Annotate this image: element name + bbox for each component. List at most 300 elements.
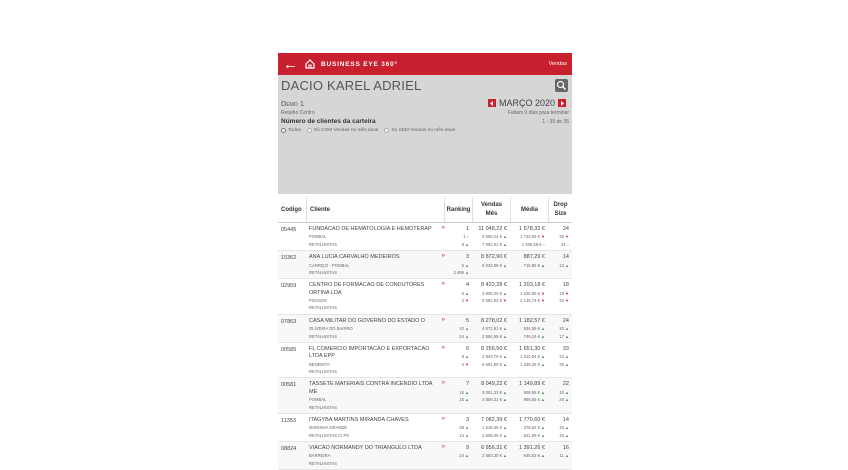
drop-size-value: [551, 297, 569, 304]
ranking: [441, 444, 472, 467]
drop-size-value: [551, 353, 569, 360]
vendas-mes-value: [475, 233, 507, 240]
col-drop-size[interactable]: [548, 197, 572, 222]
media-text: 1 226,55 €: [520, 290, 540, 296]
filter-label: Só COM Vendas no mês atual: [313, 128, 379, 133]
media-value: [513, 361, 545, 368]
region-label: Retalho Centro: [281, 110, 315, 116]
media-text: 645,83 €: [523, 453, 540, 459]
client-name-line: VIACAO NORMANDY DO TRIANGULO LTDA: [309, 445, 422, 452]
media-text: 1 210,94 €: [520, 354, 540, 360]
ranking-value: [447, 318, 469, 325]
client-cell: [306, 381, 444, 411]
trend-up-icon: ▲: [539, 453, 545, 459]
ranking-value: [447, 241, 469, 248]
vendas-link[interactable]: Vendas: [548, 61, 567, 67]
drop-size-text: 20: [559, 326, 564, 332]
flag-mark-icon: »: [441, 444, 445, 451]
table-row[interactable]: [278, 279, 572, 315]
col-cliente[interactable]: Cliente: [306, 197, 444, 222]
drop-size-value: [551, 262, 569, 269]
vendas-mes-text: 5 032,68 €: [482, 262, 502, 268]
vendas-mes-text: 6 956,31 €: [481, 445, 507, 452]
radio-icon: [307, 128, 312, 133]
ranking-value: [447, 262, 469, 269]
ranking-value: [447, 346, 469, 353]
client-subinfo: BARREIRA: [309, 453, 331, 459]
trend-down-icon: ▼: [463, 361, 469, 367]
vendas-mes-value: [475, 333, 507, 340]
table-row[interactable]: [278, 378, 572, 414]
media-text: 1 149,89 €: [519, 381, 545, 388]
drop-size-value: [551, 226, 569, 233]
trend-up-icon: ▲: [501, 234, 507, 240]
client-cell: [306, 417, 444, 439]
drop-size-value: [551, 282, 569, 289]
flag-mark-icon: »: [441, 281, 445, 288]
media-value: [513, 396, 545, 403]
filter-label: Todos: [288, 128, 301, 133]
trend-up-icon: ▲: [563, 389, 569, 395]
media-value: [513, 318, 545, 325]
media-value: [513, 233, 545, 240]
vendas-mes-text: 4 672,81 €: [482, 326, 502, 332]
vendas-mes-text: 4 906,20 €: [482, 290, 502, 296]
trend-equal-icon: =: [565, 241, 569, 247]
col-codigo[interactable]: Codigo: [281, 206, 302, 213]
ranking-text: 39: [459, 425, 464, 431]
vendas-mes-value: [475, 417, 507, 424]
drop-size-value: [551, 233, 569, 240]
ranking-text: 16: [459, 397, 464, 403]
client-name-line: ITAGYBA MARTINS MIRANDA CHAVES: [309, 416, 409, 423]
drop-size: [548, 445, 572, 467]
drop-size-text: 24: [562, 317, 569, 324]
trend-up-icon: ▲: [539, 326, 545, 332]
media-value: [513, 381, 545, 388]
vendas-mes: [472, 381, 510, 411]
ranking-value: [447, 297, 469, 304]
media-value: [513, 424, 545, 431]
client-name-line: CASA MILITAR DO GOVERNO DO ESTADO D: [309, 317, 425, 324]
trend-up-icon: ▲: [501, 333, 507, 339]
trend-up-icon: ▲: [539, 397, 545, 403]
ranking-value: [447, 424, 469, 431]
media-text: 1 651,30 €: [519, 345, 545, 352]
vendas-mes-value: [475, 396, 507, 403]
vendas-mes-value: [475, 282, 507, 289]
trend-up-icon: ▲: [501, 432, 507, 438]
trend-up-icon: ▲: [463, 389, 469, 395]
trend-up-icon: ▲: [463, 241, 469, 247]
flag-mark-icon: »: [441, 415, 445, 422]
table-row[interactable]: [278, 315, 572, 343]
ranking-text: 14: [459, 432, 464, 438]
client-subinfo: POMBAL: [309, 397, 327, 403]
drop-size-value: [551, 417, 569, 424]
client-code: 00585: [281, 346, 297, 353]
filter-todos[interactable]: [281, 128, 301, 133]
vendas-mes-text: 7 082,39 €: [481, 416, 507, 423]
ranking: [441, 225, 472, 248]
trend-up-icon: ▲: [539, 432, 545, 438]
media: [510, 226, 548, 248]
vendas-mes-value: [475, 424, 507, 431]
media-value: [513, 389, 545, 396]
ranking-text: 2: [461, 297, 464, 303]
media-text: 1 338,36 €: [520, 361, 540, 367]
table-row[interactable]: [278, 414, 572, 442]
drop-size: [548, 282, 572, 312]
vendas-mes-value: [475, 290, 507, 297]
brand-title: BUSINESS EYE 360°: [321, 60, 398, 68]
trend-down-icon: ▼: [463, 297, 469, 303]
vendas-mes-value: [475, 318, 507, 325]
section-title: Número de clientes da carteira: [281, 118, 376, 125]
trend-up-icon: ▲: [463, 453, 469, 459]
client-code: 08824: [281, 446, 297, 453]
filter-com-vendas[interactable]: [307, 128, 379, 133]
trend-up-icon: ▲: [463, 262, 469, 268]
col-vendas-line1: Vendas: [480, 202, 502, 209]
drop-size: [548, 346, 572, 376]
flag-mark-icon: »: [441, 344, 445, 351]
ranking-text: 4: [461, 361, 464, 367]
drop-size-text: 24: [560, 241, 566, 247]
drop-size-value: [551, 346, 569, 353]
vendas-mes-text: 8 256,50 €: [481, 345, 507, 352]
trend-down-icon: ▼: [501, 297, 507, 303]
trend-up-icon: ▲: [563, 432, 569, 438]
search-button[interactable]: [555, 79, 568, 92]
client-subinfo: POUSOS: [309, 298, 327, 304]
ranking-text: 3: [465, 416, 469, 423]
media-text: 1 770,60 €: [519, 416, 545, 423]
drop-size-value: [551, 333, 569, 340]
media-text: 508,55 €: [523, 389, 540, 395]
media: [510, 381, 548, 411]
vendas-mes-text: 8 668,24 €: [482, 234, 502, 240]
drop-size-text: 18: [562, 282, 569, 289]
ranking: [441, 316, 472, 340]
drop-size-value: [551, 452, 569, 459]
ranking-value: [447, 396, 469, 403]
client-name-line: LTDA EPP: [309, 353, 335, 360]
client-name-line: TASSETE MATERIAIS CONTRA INCENDIO LTDA: [309, 381, 433, 388]
client-code: 05445: [281, 227, 297, 233]
ranking-text: 4: [465, 282, 469, 289]
drop-size-text: 10: [559, 389, 564, 395]
drop-size-text: 10: [559, 432, 564, 438]
vendas-mes: [472, 226, 510, 248]
client-subinfo: OLIVEIRA DO BAIRRO: [309, 326, 353, 332]
trend-up-icon: ▲: [463, 397, 469, 403]
ranking-value: [447, 381, 469, 388]
client-subinfo: RETALHISTAS: [309, 305, 337, 311]
table-row[interactable]: [278, 442, 572, 470]
drop-size-value: [551, 389, 569, 396]
client-name-line: ORTINA LDA: [309, 289, 342, 296]
trend-up-icon: ▲: [463, 432, 469, 438]
vendas-mes-text: 2 984,95 €: [482, 333, 502, 339]
client-code: 02959: [281, 283, 297, 290]
vendas-mes-value: [475, 241, 507, 248]
filter-sem-vendas[interactable]: [384, 128, 455, 133]
trend-down-icon: ▼: [563, 234, 569, 240]
vendas-mes-value: [475, 254, 507, 261]
vendas-mes-value: [475, 445, 507, 452]
trend-up-icon: ▲: [563, 453, 569, 459]
trend-up-icon: ▲: [563, 425, 569, 431]
media-value: [513, 297, 545, 304]
client-subinfo: RETALHISTAS: [309, 369, 337, 375]
col-vendas-mes[interactable]: [472, 197, 510, 222]
vendas-mes-value: [475, 226, 507, 233]
client-code: 11353: [281, 417, 296, 424]
ranking-text: 10: [459, 326, 464, 332]
drop-size-text: 19: [559, 290, 564, 296]
drop-size-value: [551, 361, 569, 368]
client-subinfo: POMBAL: [309, 234, 327, 240]
media-value: [513, 282, 545, 289]
trend-up-icon: ▲: [563, 361, 569, 367]
next-month-button[interactable]: [558, 99, 566, 107]
client-cell: [306, 254, 444, 276]
vendas-mes: [472, 445, 510, 467]
media-value: [513, 325, 545, 332]
ranking-text: 24: [459, 453, 464, 459]
client-name-line: FUNDACAO DE HEMATOLOGIA E HEMOTERAP: [309, 226, 432, 232]
trend-down-icon: ▼: [539, 290, 545, 296]
drop-size-value: [551, 460, 569, 467]
vendas-mes: [472, 318, 510, 340]
ranking-text: 2 488: [453, 269, 464, 275]
client-cell: [306, 445, 444, 467]
media-value: [513, 460, 545, 467]
ranking-value: [447, 452, 469, 459]
media-value: [513, 417, 545, 424]
app-window: [278, 53, 572, 466]
drop-size-text: 22: [562, 381, 569, 388]
trend-up-icon: ▲: [539, 333, 545, 339]
client-cell: [306, 226, 444, 248]
trend-up-icon: ▲: [501, 397, 507, 403]
radio-icon: [384, 128, 389, 133]
ranking-value: [447, 361, 469, 368]
vendas-mes-value: [475, 353, 507, 360]
month-label: MARÇO 2020: [498, 98, 555, 108]
drop-size: [548, 254, 572, 276]
media-text: 934,56 €: [523, 326, 540, 332]
ranking-text: 8: [461, 241, 464, 247]
media-text: 521,89 €: [523, 432, 540, 438]
trend-up-icon: ▲: [501, 262, 507, 268]
media: [510, 417, 548, 439]
media-value: [513, 254, 545, 261]
drop-size-text: 14: [562, 416, 569, 423]
ranking-value: [447, 389, 469, 396]
flag-mark-icon: »: [441, 316, 445, 323]
prev-month-button[interactable]: [488, 99, 496, 107]
trend-equal-icon: =: [465, 234, 469, 240]
trend-up-icon: ▲: [463, 354, 469, 360]
media-text: 2 145,74 €: [520, 297, 540, 303]
ranking-text: 9: [465, 445, 469, 452]
table-row[interactable]: [278, 343, 572, 379]
ranking-value: [447, 353, 469, 360]
vendas-mes-text: 2 583,30 €: [482, 453, 502, 459]
caret-left-icon: [489, 101, 494, 106]
trend-up-icon: ▲: [463, 269, 469, 275]
media-text: 1 578,32 €: [519, 226, 545, 232]
trend-down-icon: ▼: [539, 234, 545, 240]
drop-size-value: [551, 445, 569, 452]
back-arrow-icon[interactable]: ←: [283, 55, 298, 73]
client-code: 07863: [281, 318, 297, 325]
drop-size-value: [551, 325, 569, 332]
home-icon[interactable]: [305, 59, 315, 69]
media: [510, 282, 548, 312]
drop-size: [548, 226, 572, 248]
trend-up-icon: ▲: [539, 262, 545, 268]
drop-size-value: [551, 269, 569, 276]
trend-up-icon: ▲: [501, 326, 507, 332]
media: [510, 318, 548, 340]
col-ranking[interactable]: Ranking: [444, 197, 472, 222]
drop-size-text: 26: [559, 361, 564, 367]
flag-mark-icon: »: [441, 380, 445, 387]
col-media[interactable]: Média: [510, 197, 548, 222]
drop-size-text: 11: [559, 453, 564, 459]
client-code: 00581: [281, 382, 297, 389]
drop-size-value: [551, 432, 569, 439]
drop-size-text: 17: [559, 333, 564, 339]
trend-up-icon: ▲: [501, 425, 507, 431]
trend-up-icon: ▲: [501, 241, 507, 247]
trend-up-icon: ▲: [463, 425, 469, 431]
vendas-mes-text: 8 872,90 €: [481, 254, 507, 261]
media-text: 746,24 €: [523, 333, 540, 339]
media-text: 959,58 €: [523, 397, 540, 403]
drop-size: [548, 318, 572, 340]
media-value: [513, 432, 545, 439]
media-text: 1 182,57 €: [519, 317, 545, 324]
ranking-value: [447, 325, 469, 332]
table-row[interactable]: [278, 223, 572, 251]
ranking-value: [447, 445, 469, 452]
ranking-value: [447, 226, 469, 233]
drop-size-value: [551, 396, 569, 403]
month-selector: [485, 98, 569, 108]
vendas-mes-text: 6 691,80 €: [482, 361, 502, 367]
flag-mark-icon: »: [441, 253, 445, 260]
client-subinfo: CARRIÇO - POMBAL: [309, 262, 350, 268]
ranking-text: 24: [459, 333, 464, 339]
client-cell: [306, 318, 444, 340]
table-row[interactable]: [278, 251, 572, 279]
vendas-mes-text: 8 582,93 €: [482, 297, 502, 303]
media-text: 1 406,58 €: [521, 241, 542, 247]
client-code: 15362: [281, 255, 297, 262]
vendas-mes-text: 8 049,22 €: [481, 381, 507, 388]
client-cell: [306, 346, 444, 376]
vendas-mes-text: 8 422,28 €: [481, 282, 507, 289]
ranking-text: 6: [461, 290, 464, 296]
media: [510, 346, 548, 376]
drop-size-text: 10: [559, 425, 564, 431]
radio-selected-icon: [281, 128, 286, 133]
drop-size: [548, 417, 572, 439]
ranking-text: 5: [461, 262, 464, 268]
media: [510, 445, 548, 467]
range-label: 1 - 35 de 35: [542, 118, 569, 125]
drop-size-text: 23: [559, 354, 564, 360]
vendas-mes-value: [475, 381, 507, 388]
trend-up-icon: ▲: [501, 354, 507, 360]
ranking-text: 1: [465, 226, 469, 232]
days-left-label: Faltam 0 dias para terminar: [507, 110, 569, 116]
ranking: [441, 380, 472, 411]
client-cell: [306, 282, 444, 312]
client-subinfo: RETALHISTAS: [309, 269, 337, 275]
search-icon: [555, 79, 568, 92]
trend-up-icon: ▲: [563, 333, 569, 339]
vendas-mes: [472, 346, 510, 376]
media-value: [513, 353, 545, 360]
vendas-mes-value: [475, 432, 507, 439]
media-text: 379,62 €: [523, 425, 540, 431]
vendas-mes-value: [475, 346, 507, 353]
drop-size-value: [551, 381, 569, 388]
ranking-text: 7: [465, 381, 469, 388]
client-subinfo: RETALHISTAS: [309, 460, 337, 466]
ranking-value: [447, 460, 469, 467]
ranking-value: [447, 333, 469, 340]
media-value: [513, 346, 545, 353]
top-bar: [278, 53, 572, 75]
media-text: 718,95 €: [523, 262, 540, 268]
drop-size-value: [551, 290, 569, 297]
vendas-mes-text: 8 278,02 €: [481, 317, 507, 324]
trend-up-icon: ▲: [563, 397, 569, 403]
table-body: [278, 223, 572, 470]
col-vendas-line2: Mês: [485, 210, 498, 217]
client-name-line: ME: [309, 388, 318, 395]
vendas-mes-value: [475, 460, 507, 467]
media-value: [513, 262, 545, 269]
demo-label: Demo 1: [281, 98, 305, 108]
vendas-mes-value: [475, 325, 507, 332]
trend-up-icon: ▲: [563, 262, 569, 268]
trend-up-icon: ▲: [563, 354, 569, 360]
drop-size-value: [551, 254, 569, 261]
vendas-mes-value: [475, 389, 507, 396]
vendas-mes-text: 3 051,32 €: [482, 389, 502, 395]
media-text: 1 733,65 €: [520, 234, 540, 240]
ranking-text: 8: [461, 354, 464, 360]
media-value: [513, 226, 545, 233]
filter-label: Só SEM Vendas no mês atual: [391, 128, 456, 133]
trend-up-icon: ▲: [539, 361, 545, 367]
trend-up-icon: ▲: [463, 290, 469, 296]
vendas-mes-value: [475, 269, 507, 276]
trend-up-icon: ▲: [463, 333, 469, 339]
client-name-line: ANA LUCIA CARVALHO MEDEIROS: [309, 254, 400, 261]
trend-up-icon: ▲: [501, 453, 507, 459]
drop-size-text: 20: [559, 397, 564, 403]
drop-size-value: [551, 424, 569, 431]
vendas-mes-text: 1 518,46 €: [482, 425, 502, 431]
